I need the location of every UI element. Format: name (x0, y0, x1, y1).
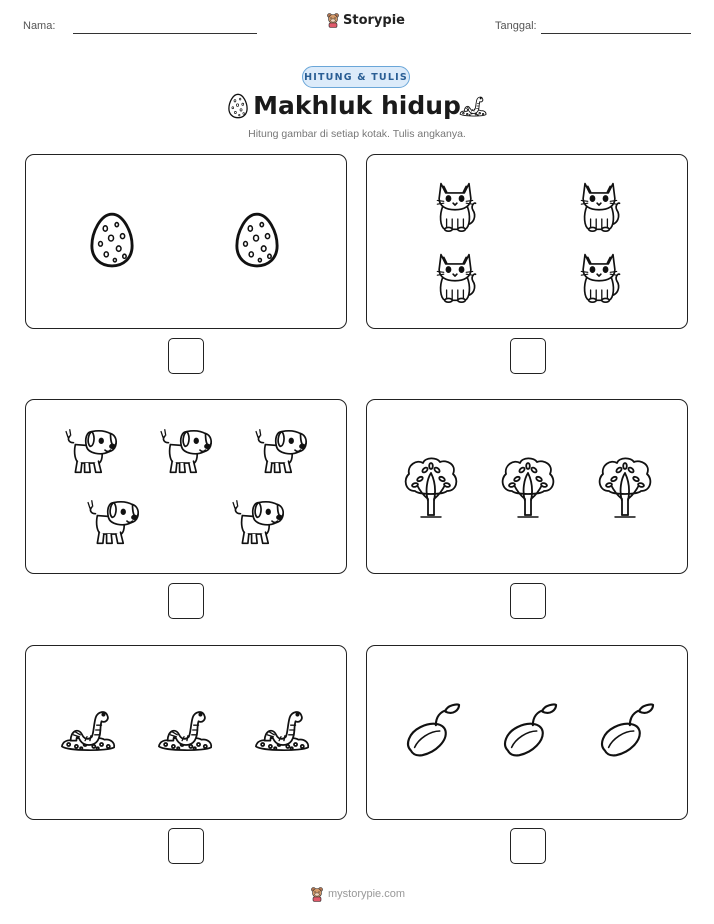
footer-url[interactable]: mystorypie.com (328, 888, 406, 900)
worm-icon (59, 705, 117, 755)
instruction-text: Hitung gambar di setiap kotak. Tulis angkanya. (248, 128, 466, 140)
cat-icon (575, 249, 623, 305)
egg-icon (234, 210, 280, 270)
answer-box-eggs[interactable] (168, 338, 204, 374)
count-panel-eggs (25, 154, 347, 329)
dog-icon (254, 426, 310, 476)
cat-icon (575, 178, 623, 234)
count-panel-trees (366, 399, 688, 574)
name-label: Nama: (23, 20, 56, 32)
activity-badge: HITUNG & TULIS (302, 66, 410, 88)
count-panel-cats (366, 154, 688, 329)
brand-name: Storypie (343, 12, 405, 28)
sprouting-seed-icon (500, 700, 558, 762)
tree-icon (595, 455, 655, 519)
date-label: Tanggal: (495, 20, 537, 32)
worm-icon (458, 94, 488, 118)
count-panel-seeds (366, 645, 688, 820)
dog-icon (159, 426, 215, 476)
tree-icon (401, 455, 461, 519)
count-panel-dogs (25, 399, 347, 574)
name-line[interactable] (73, 33, 257, 34)
sprouting-seed-icon (403, 700, 461, 762)
answer-box-cats[interactable] (510, 338, 546, 374)
page-title: Makhluk hidup (253, 91, 461, 120)
answer-box-dogs[interactable] (168, 583, 204, 619)
bear-mascot-icon (326, 12, 340, 28)
tree-icon (498, 455, 558, 519)
sprouting-seed-icon (597, 700, 655, 762)
count-panel-worms (25, 645, 347, 820)
bear-mascot-icon (310, 886, 324, 902)
cat-icon (431, 249, 479, 305)
answer-box-worms[interactable] (168, 828, 204, 864)
egg-icon (89, 210, 135, 270)
worm-icon (253, 705, 311, 755)
answer-box-seeds[interactable] (510, 828, 546, 864)
brand-logo (326, 12, 405, 28)
worm-icon (156, 705, 214, 755)
answer-box-trees[interactable] (510, 583, 546, 619)
cat-icon (431, 178, 479, 234)
date-line[interactable] (541, 33, 691, 34)
dog-icon (231, 497, 287, 547)
footer (310, 886, 405, 902)
dog-icon (64, 426, 120, 476)
dog-icon (86, 497, 142, 547)
